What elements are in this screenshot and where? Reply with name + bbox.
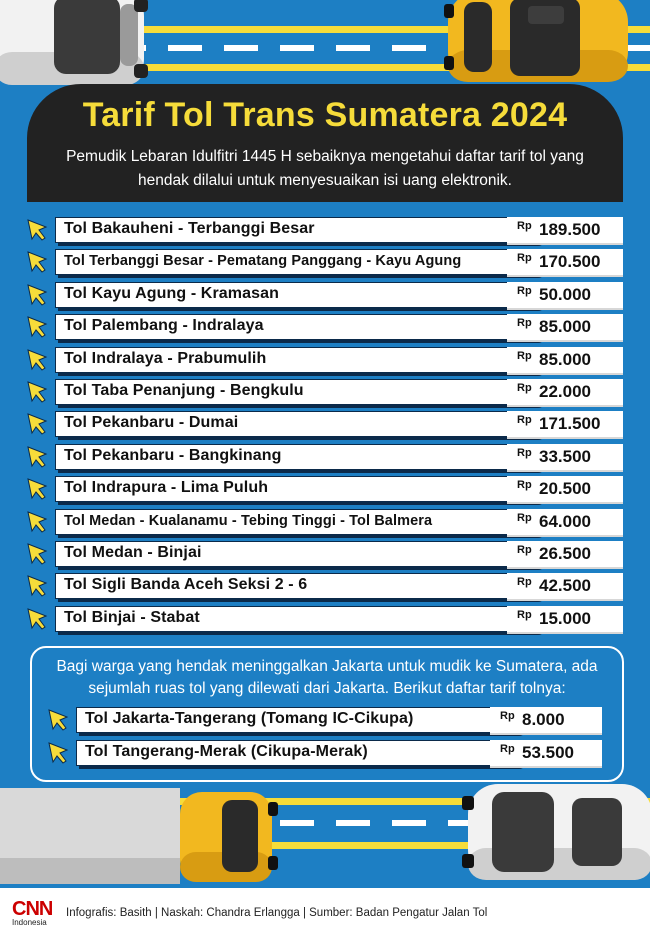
currency-label: Rp [517,317,532,330]
credits: Infografis: Basith | Naskah: Chandra Erlangga | Sumber: Badan Pengatur Jalan Tol [66,907,488,919]
toll-row [27,311,627,343]
toll-price: 22.000 [539,381,591,401]
toll-name: Tol Pekanbaru - Dumai [64,414,239,432]
arrow-icon [27,446,49,468]
cnn-logo-text: CNN [12,898,53,920]
toll-price-box [507,282,623,310]
currency-label: Rp [517,576,532,589]
toll-price-box [507,476,623,504]
toll-row [27,246,627,278]
toll-name: Tol Palembang - Indralaya [64,317,264,335]
toll-row [27,603,627,635]
toll-name: Tol Indrapura - Lima Puluh [64,479,269,497]
toll-price-box [490,740,602,768]
toll-row [27,408,627,440]
toll-name: Tol Indralaya - Prabumulih [64,349,267,367]
currency-label: Rp [517,414,532,427]
arrow-icon [27,219,49,241]
toll-row [27,344,627,376]
toll-row [27,506,627,538]
toll-name-pill [55,282,543,308]
arrow-icon [27,413,49,435]
toll-price-box [507,314,623,342]
toll-price-box [507,606,623,634]
toll-name: Tol Medan - Kualanamu - Tebing Tinggi - Tol Balmera [64,512,433,529]
toll-name-pill [55,509,543,535]
toll-price: 26.500 [539,543,591,563]
toll-price-box [507,249,623,277]
toll-name-pill [55,314,543,340]
toll-name: Tol Terbanggi Besar - Pematang Panggang - Kayu Agung [64,253,462,270]
toll-name-pill [55,541,543,567]
toll-row [27,376,627,408]
currency-label: Rp [517,446,532,459]
arrow-icon [27,316,49,338]
toll-price: 171.500 [539,414,601,434]
toll-name: Tol Medan - Binjai [64,543,202,561]
toll-price-box [507,573,623,601]
toll-price: 20.500 [539,479,591,499]
toll-name-pill [55,217,543,243]
jakarta-info-text: Bagi warga yang hendak meninggalkan Jakarta untuk mudik ke Sumatera, ada sejumlah ruas tol yang dilewati dari Jakarta. Berikut daftar tarif tolnya: [56,658,598,697]
toll-price: 64.000 [539,511,591,531]
toll-list [27,214,627,635]
toll-row [27,473,627,505]
toll-name-pill [55,411,543,437]
toll-name: Tol Jakarta-Tangerang (Tomang IC-Cikupa) [85,710,414,727]
toll-price-box [490,707,602,735]
toll-price-box [507,444,623,472]
page-subtitle: Pemudik Lebaran Idulfitri 1445 H sebaiknya mengetahui daftar tarif tol yang hendak dilalui untuk menyesuaikan isi uang elektronik. [66,148,584,189]
toll-price: 53.500 [522,743,574,762]
cnn-logo [12,900,52,928]
arrow-icon [48,742,70,764]
toll-name-pill [55,249,543,275]
currency-label: Rp [517,479,532,492]
currency-label: Rp [517,220,532,232]
toll-row [48,704,608,736]
toll-row [27,214,627,246]
arrow-icon [48,709,70,731]
toll-name: Tol Pekanbaru - Bangkinang [64,446,282,464]
arrow-icon [27,575,49,597]
toll-name-pill [55,444,543,470]
toll-row [27,538,627,570]
toll-price: 189.500 [539,220,601,239]
arrow-icon [27,543,49,565]
yellow-car-illustration [444,0,634,88]
white-car-illustration [0,0,154,94]
toll-price: 170.500 [539,252,601,272]
toll-name-pill [55,379,543,405]
toll-name-pill [76,707,524,733]
toll-name-pill [76,740,524,766]
toll-price-box [507,411,623,439]
toll-price: 8.000 [522,710,565,729]
arrow-icon [27,349,49,371]
currency-label: Rp [517,252,532,265]
toll-price: 50.000 [539,284,591,304]
white-car-illustration [462,784,650,884]
toll-price: 15.000 [539,608,591,628]
arrow-icon [27,381,49,403]
truck-illustration [0,788,290,888]
arrow-icon [27,251,49,273]
toll-row [27,279,627,311]
toll-name: Tol Tangerang-Merak (Cikupa-Merak) [85,743,368,760]
toll-price-box [507,541,623,569]
toll-name-pill [55,606,543,632]
currency-label: Rp [517,349,532,362]
toll-price-box [507,217,623,245]
toll-name: Tol Bakauheni - Terbanggi Besar [64,220,315,237]
toll-name: Tol Taba Penanjung - Bengkulu [64,381,304,399]
cnn-logo-subtext: Indonesia [12,918,47,927]
toll-price: 33.500 [539,446,591,466]
toll-name-pill [55,476,543,502]
currency-label: Rp [517,284,532,297]
toll-price: 85.000 [539,349,591,369]
toll-name: Tol Sigli Banda Aceh Seksi 2 - 6 [64,576,308,594]
toll-price-box [507,347,623,375]
currency-label: Rp [517,381,532,394]
currency-label: Rp [500,743,515,755]
toll-price-box [507,379,623,407]
toll-row [48,737,608,769]
jakarta-info-box [30,646,624,782]
toll-row [27,570,627,602]
toll-price: 42.500 [539,576,591,596]
toll-name: Tol Kayu Agung - Kramasan [64,284,279,302]
page-title: Tarif Tol Trans Sumatera 2024 [82,96,568,134]
toll-name: Tol Binjai - Stabat [64,608,200,626]
arrow-icon [27,608,49,630]
toll-name-pill [55,573,543,599]
currency-label: Rp [517,543,532,556]
arrow-icon [27,478,49,500]
footer [0,888,650,941]
arrow-icon [27,511,49,533]
currency-label: Rp [517,608,532,621]
toll-price: 85.000 [539,317,591,337]
currency-label: Rp [517,511,532,524]
currency-label: Rp [500,710,515,722]
toll-row [27,441,627,473]
toll-price-box [507,509,623,537]
arrow-icon [27,284,49,306]
toll-name-pill [55,347,543,373]
